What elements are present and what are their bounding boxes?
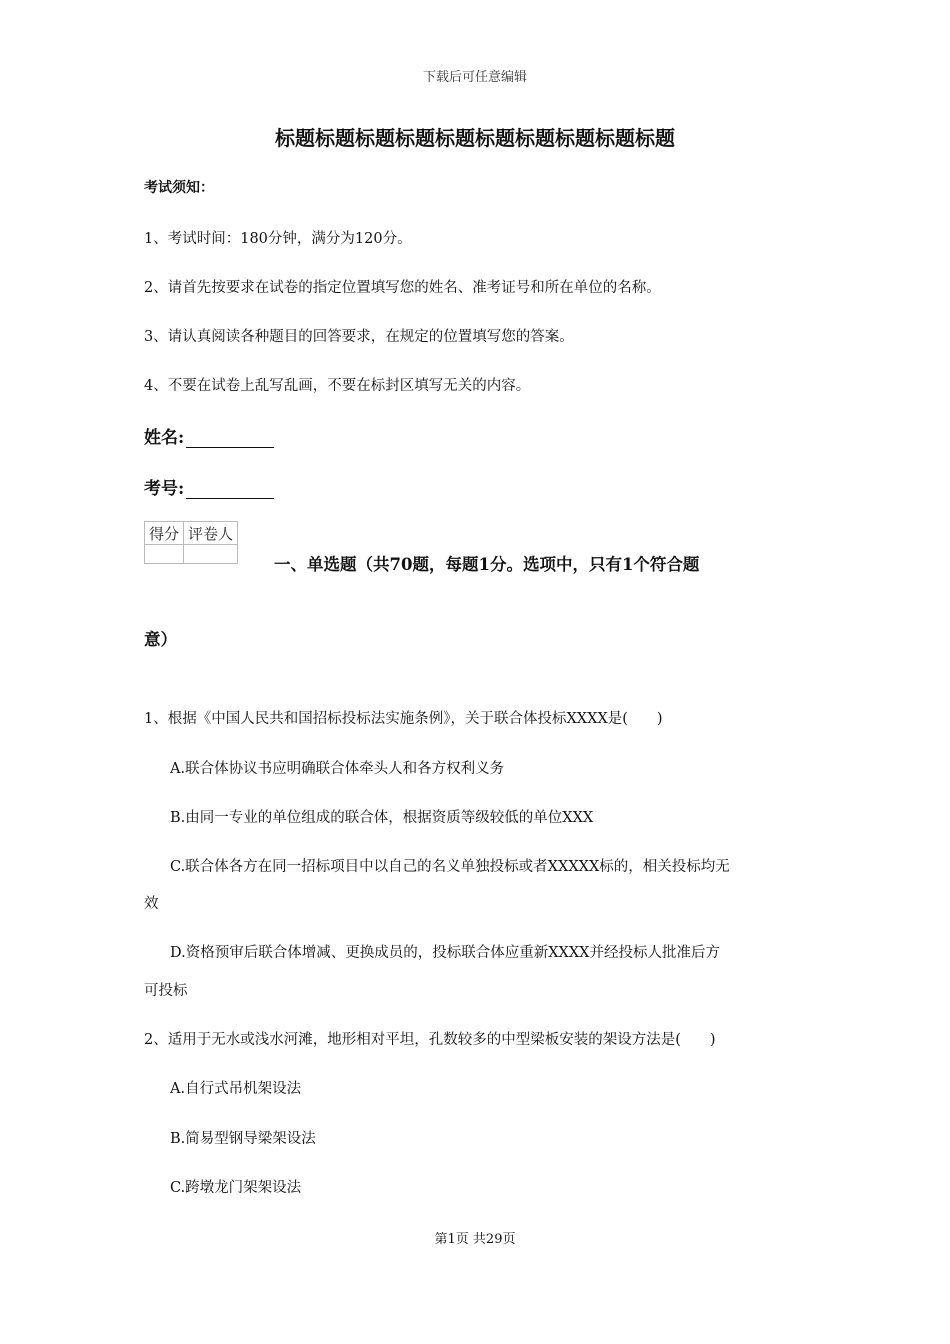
score-header: 得分 [145,522,184,545]
question-option-continued: 可投标 [144,983,188,999]
grader-cell[interactable] [184,545,238,564]
notice-item: 2、请首先按要求在试卷的指定位置填写您的姓名、准考证号和所在单位的名称。 [144,280,661,296]
notice-item: 4、不要在试卷上乱写乱画，不要在标封区填写无关的内容。 [144,378,531,394]
question-option: A.联合体协议书应明确联合体牵头人和各方权利义务 [170,761,505,777]
name-field[interactable] [144,423,274,448]
name-blank[interactable] [186,429,274,448]
section-title: 一、单选题（共70题，每题1分。选项中，只有1个符合题 [274,555,700,574]
notice-item: 3、请认真阅读各种题目的回答要求，在规定的位置填写您的答案。 [144,329,574,345]
score-table [144,521,238,564]
question-stem: 1、根据《中国人民共和国招标投标法实施条例》，关于联合体投标XXXX是( ) [144,711,663,727]
question-option-continued: 效 [144,896,159,912]
question-stem: 2、适用于无水或浅水河滩，地形相对平坦，孔数较多的中型梁板安装的架设方法是( ) [144,1032,716,1048]
question-option: A.自行式吊机架设法 [170,1081,302,1097]
score-cell[interactable] [145,545,184,564]
id-blank[interactable] [186,480,274,499]
header-note: 下载后可任意编辑 [422,70,527,85]
notice-item: 1、考试时间：180分钟，满分为120分。 [144,231,412,247]
document-title: 标题标题标题标题标题标题标题标题标题标题 [275,126,675,150]
question-option: D.资格预审后联合体增减、更换成员的，投标联合体应重新XXXX并经投标人批准后方 [170,945,721,961]
grader-header: 评卷人 [184,522,238,545]
id-field[interactable] [144,474,274,499]
question-option: B.简易型钢导梁架设法 [170,1131,316,1147]
name-label: 姓名: [144,428,185,448]
question-option: B.由同一专业的单位组成的联合体，根据资质等级较低的单位XXX [170,810,594,826]
id-label: 考号: [144,479,185,499]
notice-heading: 考试须知： [144,180,214,196]
page-footer: 第1页 共29页 [434,1232,516,1247]
question-option: C.联合体各方在同一招标项目中以自己的名义单独投标或者XXXXX标的，相关投标均无 [170,859,730,875]
question-option: C.跨墩龙门架架设法 [170,1180,302,1196]
section-title-continued: 意） [144,630,177,649]
